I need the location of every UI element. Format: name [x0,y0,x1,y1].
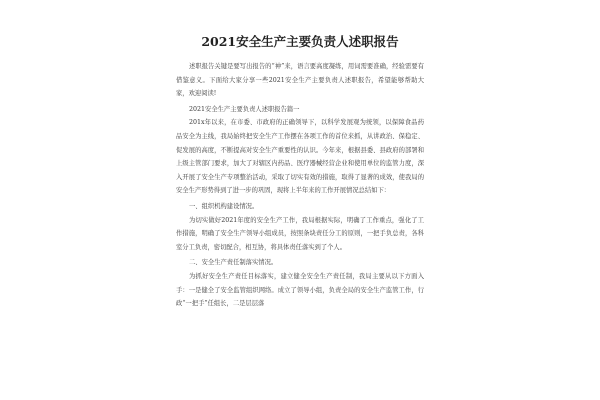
document-page [176,22,424,400]
document-title: 2021安全生产主要负责人述职报告 [201,34,399,49]
body-paragraph: 201x年以来，在市委、市政府的正确领导下，以科学发展观为统领，以保障食品药品安全为主线，我局始终把安全生产工作摆在各项工作的首位来抓，从讲政治、保稳定、促发展的高度，不断提高对安全生产重要性的认识。今年来，根据县委、县政府的部署和上级主管部门要求，加大了对辖区内药品、医疗器械经营企业和使用单位的监管力度，深入开展了安全生产专项整治活动，采取了切实有效的措施，取得了显著的成效，使我局的安全生产形势得到了进一步的巩固，现将上半年来的工作开展情况总结如下： [176,119,424,195]
body-paragraph: 为抓好安全生产责任目标落实，建立健全安全生产责任制，我局主要从以下方面入手：一是健全了安全监管组织网络。成立了领导小组，负责全局的安全生产监管工作，行政“一把手”任组长，二是层层落 [176,272,424,308]
subsection-heading: 二、安全生产责任制落实情况。 [189,259,278,267]
body-paragraph: 为切实做好2021年度的安全生产工作，我局根据实际，明确了工作重点，强化了工作措施，明确了安全生产领导小组成员，按照条块责任分工的原则，一把手负总责，各科室分工负责，密切配合，相互协，将具体责任落实到了个人。 [176,216,424,251]
document-body [176,60,424,311]
intro-paragraph: 述职报告关键是要写出报告的“神”来，语言要高度凝练，用词需要准确，经验需要有借鉴意义。下面给大家分享一些2021安全生产主要负责人述职报告，希望能够帮助大家，欢迎阅读! [176,63,424,98]
subsection-heading: 一、组织机构建设情况。 [189,202,259,210]
section-heading: 2021安全生产主要负责人述职报告篇一 [189,105,300,113]
